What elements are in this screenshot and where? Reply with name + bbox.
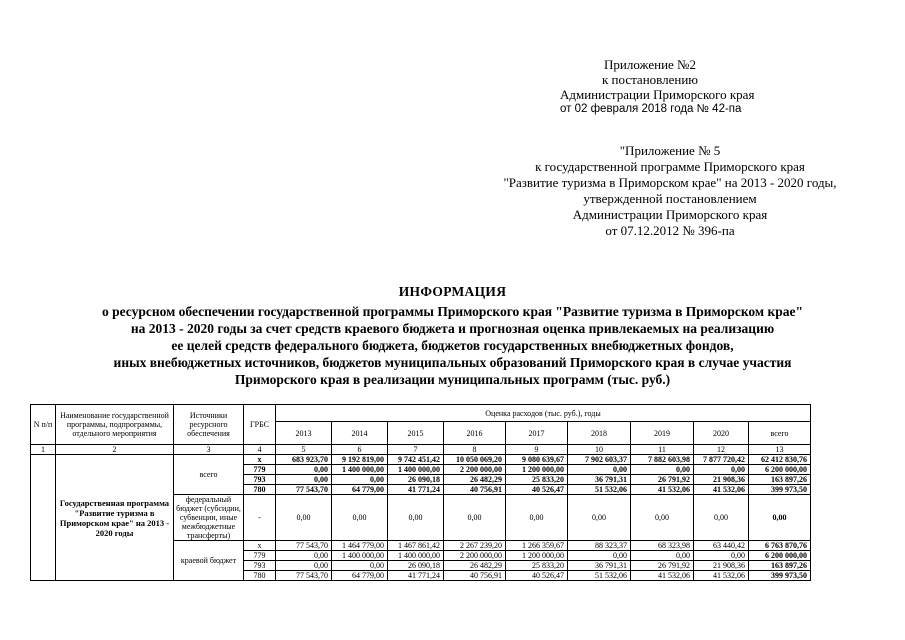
value-cell: 41 771,24	[388, 485, 444, 495]
column-number: 7	[388, 445, 444, 455]
approval-line: к постановлению	[601, 72, 699, 87]
table-row	[31, 455, 811, 465]
header-year: 2013	[276, 422, 332, 445]
value-cell: 26 090,18	[388, 561, 444, 571]
value-cell: 1 400 000,00	[388, 551, 444, 561]
value-cell: 0,00	[276, 561, 332, 571]
appendix-5-header	[470, 143, 870, 239]
value-cell: 51 532,06	[568, 571, 631, 581]
value-cell: 2 200 000,00	[444, 551, 506, 561]
grbs-cell: 780	[244, 571, 276, 581]
value-cell: 77 543,70	[276, 571, 332, 581]
value-cell: 21 908,36	[694, 561, 749, 571]
value-cell: 77 543,70	[276, 541, 332, 551]
header-year: 2015	[388, 422, 444, 445]
value-cell: 6 200 000,00	[749, 551, 811, 561]
header-year: 2018	[568, 422, 631, 445]
title-line: иных внебюджетных источников, бюджетов муниципальных образований Приморского края в случае участия	[113, 355, 792, 370]
value-cell: 0,00	[276, 465, 332, 475]
header-year: 2016	[444, 422, 506, 445]
title-line: на 2013 - 2020 годы за счет средств краевого бюджета и прогнозная оценка привлекаемых на реализацию	[130, 321, 775, 336]
column-number: 1	[31, 445, 56, 455]
value-cell: 0,00	[694, 551, 749, 561]
value-cell: 40 526,47	[506, 571, 568, 581]
value-cell: 0,00	[444, 495, 506, 541]
value-cell: 41 532,06	[694, 485, 749, 495]
value-cell: 7 882 603,98	[631, 455, 694, 465]
value-cell: 9 192 819,00	[332, 455, 388, 465]
approval-line: Администрации Приморского края	[560, 87, 755, 102]
value-cell: 1 400 000,00	[388, 465, 444, 475]
value-cell: 0,00	[388, 495, 444, 541]
value-cell: 6 200 000,00	[749, 465, 811, 475]
value-cell: 0,00	[631, 495, 694, 541]
value-cell: 41 532,06	[694, 571, 749, 581]
value-cell: 64 779,00	[332, 485, 388, 495]
value-cell: 0,00	[694, 495, 749, 541]
value-cell: 51 532,06	[568, 485, 631, 495]
grbs-cell: 793	[244, 561, 276, 571]
value-cell: 41 532,06	[631, 571, 694, 581]
value-cell: 0,00	[276, 495, 332, 541]
value-cell: 7 877 720,42	[694, 455, 749, 465]
column-number: 3	[174, 445, 244, 455]
column-number: 9	[506, 445, 568, 455]
value-cell: 21 908,36	[694, 475, 749, 485]
value-cell: 0,00	[694, 465, 749, 475]
header-name: Наименование государственной программы, подпрограммы, отдельного мероприятия	[56, 405, 174, 445]
header-year: 2014	[332, 422, 388, 445]
value-cell: 163 897,26	[749, 475, 811, 485]
header-year: 2019	[631, 422, 694, 445]
value-cell: 40 526,47	[506, 485, 568, 495]
value-cell: 26 791,92	[631, 561, 694, 571]
value-cell: 1 400 000,00	[332, 551, 388, 561]
approval-date-stamp: от 02 февраля 2018 года № 42-па	[560, 103, 742, 115]
document-title	[0, 283, 905, 388]
column-number: 2	[56, 445, 174, 455]
value-cell: 399 973,50	[749, 485, 811, 495]
title-line: о ресурсном обеспечении государственной программы Приморского края "Развитие туризма в Приморском крае"	[101, 304, 804, 319]
value-cell: 683 923,70	[276, 455, 332, 465]
title-heading: ИНФОРМАЦИЯ	[398, 284, 507, 299]
value-cell: 25 833,20	[506, 561, 568, 571]
value-cell: 88 323,37	[568, 541, 631, 551]
value-cell: 41 532,06	[631, 485, 694, 495]
value-cell: 399 973,50	[749, 571, 811, 581]
value-cell: 77 543,70	[276, 485, 332, 495]
value-cell: 26 482,29	[444, 561, 506, 571]
value-cell: 40 756,91	[444, 571, 506, 581]
title-line: Приморского края в реализации муниципальных программ (тыс. руб.)	[234, 372, 671, 387]
value-cell: 68 323,98	[631, 541, 694, 551]
value-cell: 1 400 000,00	[332, 465, 388, 475]
value-cell: 1 266 359,67	[506, 541, 568, 551]
appendix-line: утвержденной постановлением	[583, 191, 757, 206]
grbs-cell: 779	[244, 551, 276, 561]
appendix-line: "Развитие туризма в Приморском крае" на 2013 - 2020 годы,	[503, 175, 837, 190]
value-cell: 0,00	[332, 495, 388, 541]
value-cell: 0,00	[506, 495, 568, 541]
column-number: 11	[631, 445, 694, 455]
column-number: 4	[244, 445, 276, 455]
source-cell: краевой бюджет	[174, 541, 244, 581]
column-number: 8	[444, 445, 506, 455]
value-cell: 36 791,31	[568, 475, 631, 485]
column-number: 6	[332, 445, 388, 455]
value-cell: 10 050 069,20	[444, 455, 506, 465]
value-cell: 7 902 603,37	[568, 455, 631, 465]
grbs-cell: x	[244, 455, 276, 465]
value-cell: 0,00	[568, 495, 631, 541]
value-cell: 0,00	[568, 551, 631, 561]
grbs-cell: x	[244, 541, 276, 551]
header-grbs: ГРБС	[244, 405, 276, 445]
appendix-line: Администрации Приморского края	[572, 207, 768, 222]
value-cell: 0,00	[749, 495, 811, 541]
approval-header	[560, 57, 755, 117]
value-cell: 41 771,24	[388, 571, 444, 581]
source-cell: всего	[174, 455, 244, 495]
appendix-line: "Приложение № 5	[619, 143, 721, 158]
value-cell: 0,00	[631, 551, 694, 561]
grbs-cell: 780	[244, 485, 276, 495]
value-cell: 1 200 000,00	[506, 551, 568, 561]
value-cell: 62 412 830,76	[749, 455, 811, 465]
value-cell: 1 464 779,00	[332, 541, 388, 551]
value-cell: 36 791,31	[568, 561, 631, 571]
value-cell: 2 200 000,00	[444, 465, 506, 475]
value-cell: 63 440,42	[694, 541, 749, 551]
header-estimate: Оценка расходов (тыс. руб.), годы	[276, 405, 811, 422]
value-cell: 2 267 239,20	[444, 541, 506, 551]
header-no: N п/п	[31, 405, 56, 445]
column-number: 13	[749, 445, 811, 455]
value-cell: 6 763 870,76	[749, 541, 811, 551]
value-cell: 0,00	[631, 465, 694, 475]
title-line: ее целей средств федерального бюджета, бюджетов государственных внебюджетных фондов,	[171, 338, 734, 353]
value-cell: 0,00	[276, 551, 332, 561]
value-cell: 0,00	[332, 561, 388, 571]
value-cell: 1 200 000,00	[506, 465, 568, 475]
column-number: 10	[568, 445, 631, 455]
grbs-cell: 779	[244, 465, 276, 475]
value-cell: 26 791,92	[631, 475, 694, 485]
header-year: 2020	[694, 422, 749, 445]
value-cell: 26 090,18	[388, 475, 444, 485]
value-cell: 26 482,29	[444, 475, 506, 485]
resource-table	[30, 404, 811, 581]
value-cell: 0,00	[332, 475, 388, 485]
grbs-cell: -	[244, 495, 276, 541]
source-cell: федеральный бюджет (субсидии, субвенции, иные межбюджетные трансферты)	[174, 495, 244, 541]
value-cell: 0,00	[568, 465, 631, 475]
header-total: всего	[749, 422, 811, 445]
value-cell: 40 756,91	[444, 485, 506, 495]
program-name: Государственная программа "Развитие туризма в Приморском крае" на 2013 - 2020 годы	[56, 455, 174, 581]
value-cell: 163 897,26	[749, 561, 811, 571]
column-number: 12	[694, 445, 749, 455]
value-cell: 1 467 861,42	[388, 541, 444, 551]
row-number-cell	[31, 455, 56, 581]
value-cell: 9 080 639,67	[506, 455, 568, 465]
approval-line: Приложение №2	[604, 57, 696, 72]
value-cell: 25 833,20	[506, 475, 568, 485]
value-cell: 64 779,00	[332, 571, 388, 581]
appendix-line: от 07.12.2012 № 396-па	[605, 223, 735, 238]
header-year: 2017	[506, 422, 568, 445]
column-numbers-row	[31, 445, 811, 455]
value-cell: 9 742 451,42	[388, 455, 444, 465]
header-source: Источники ресурсного обеспечения	[174, 405, 244, 445]
column-number: 5	[276, 445, 332, 455]
appendix-line: к государственной программе Приморского края	[535, 159, 805, 174]
value-cell: 0,00	[276, 475, 332, 485]
grbs-cell: 793	[244, 475, 276, 485]
